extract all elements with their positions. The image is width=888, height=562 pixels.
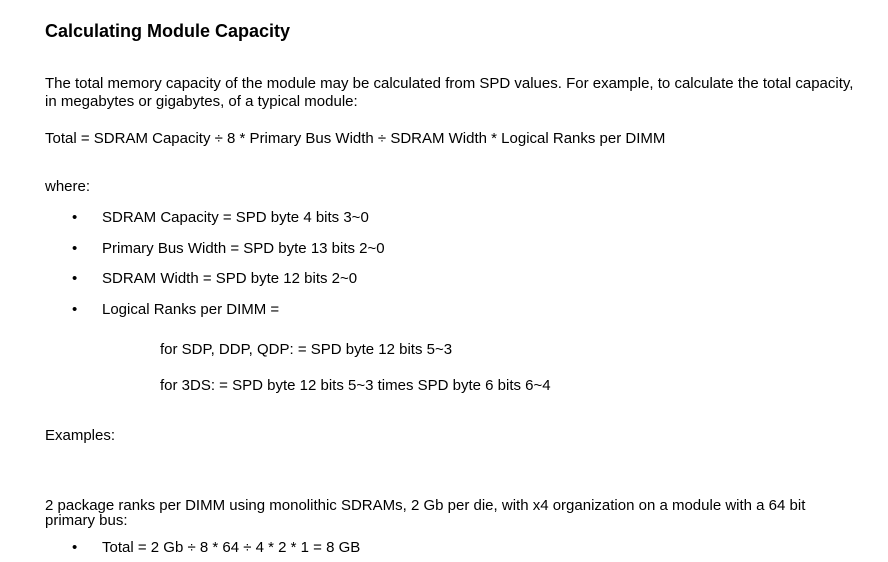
example-calculation-item — [72, 539, 360, 557]
definition-text: Logical Ranks per DIMM = — [102, 301, 280, 318]
capacity-formula: Total = SDRAM Capacity ÷ 8 * Primary Bus Width ÷ SDRAM Width * Logical Ranks per DIMM — [45, 130, 666, 147]
definition-text: SDRAM Width = SPD byte 12 bits 2~0 — [102, 270, 358, 287]
bullet-icon: • — [72, 539, 78, 556]
section-heading: Calculating Module Capacity — [45, 21, 291, 41]
bullet-icon: • — [72, 209, 78, 226]
rank-case-sdp: for SDP, DDP, QDP: = SPD byte 12 bits 5~3 — [160, 341, 453, 358]
definition-item — [72, 209, 369, 227]
bullet-icon: • — [72, 301, 78, 318]
definition-item — [72, 240, 385, 258]
where-label: where: — [45, 178, 91, 195]
bullet-icon: • — [72, 240, 78, 257]
rank-case-3ds: for 3DS: = SPD byte 12 bits 5~3 times SPD byte 6 bits 6~4 — [160, 377, 551, 394]
example-calculation: Total = 2 Gb ÷ 8 * 64 ÷ 4 * 2 * 1 = 8 GB — [102, 539, 361, 556]
bullet-icon: • — [72, 270, 78, 287]
example-description: 2 package ranks per DIMM using monolithic SDRAMs, 2 Gb per die, with x4 organization on a module with a 64 bit primary bus: — [45, 497, 806, 529]
definition-text: SDRAM Capacity = SPD byte 4 bits 3~0 — [102, 209, 369, 226]
examples-label: Examples: — [45, 427, 116, 444]
definition-item — [72, 301, 279, 319]
intro-paragraph: The total memory capacity of the module may be calculated from SPD values. For example, to calculate the total capacity, in megabytes or gigabytes, of a typical module: — [45, 75, 854, 110]
definition-text: Primary Bus Width = SPD byte 13 bits 2~0 — [102, 240, 385, 257]
definition-item — [72, 270, 357, 288]
